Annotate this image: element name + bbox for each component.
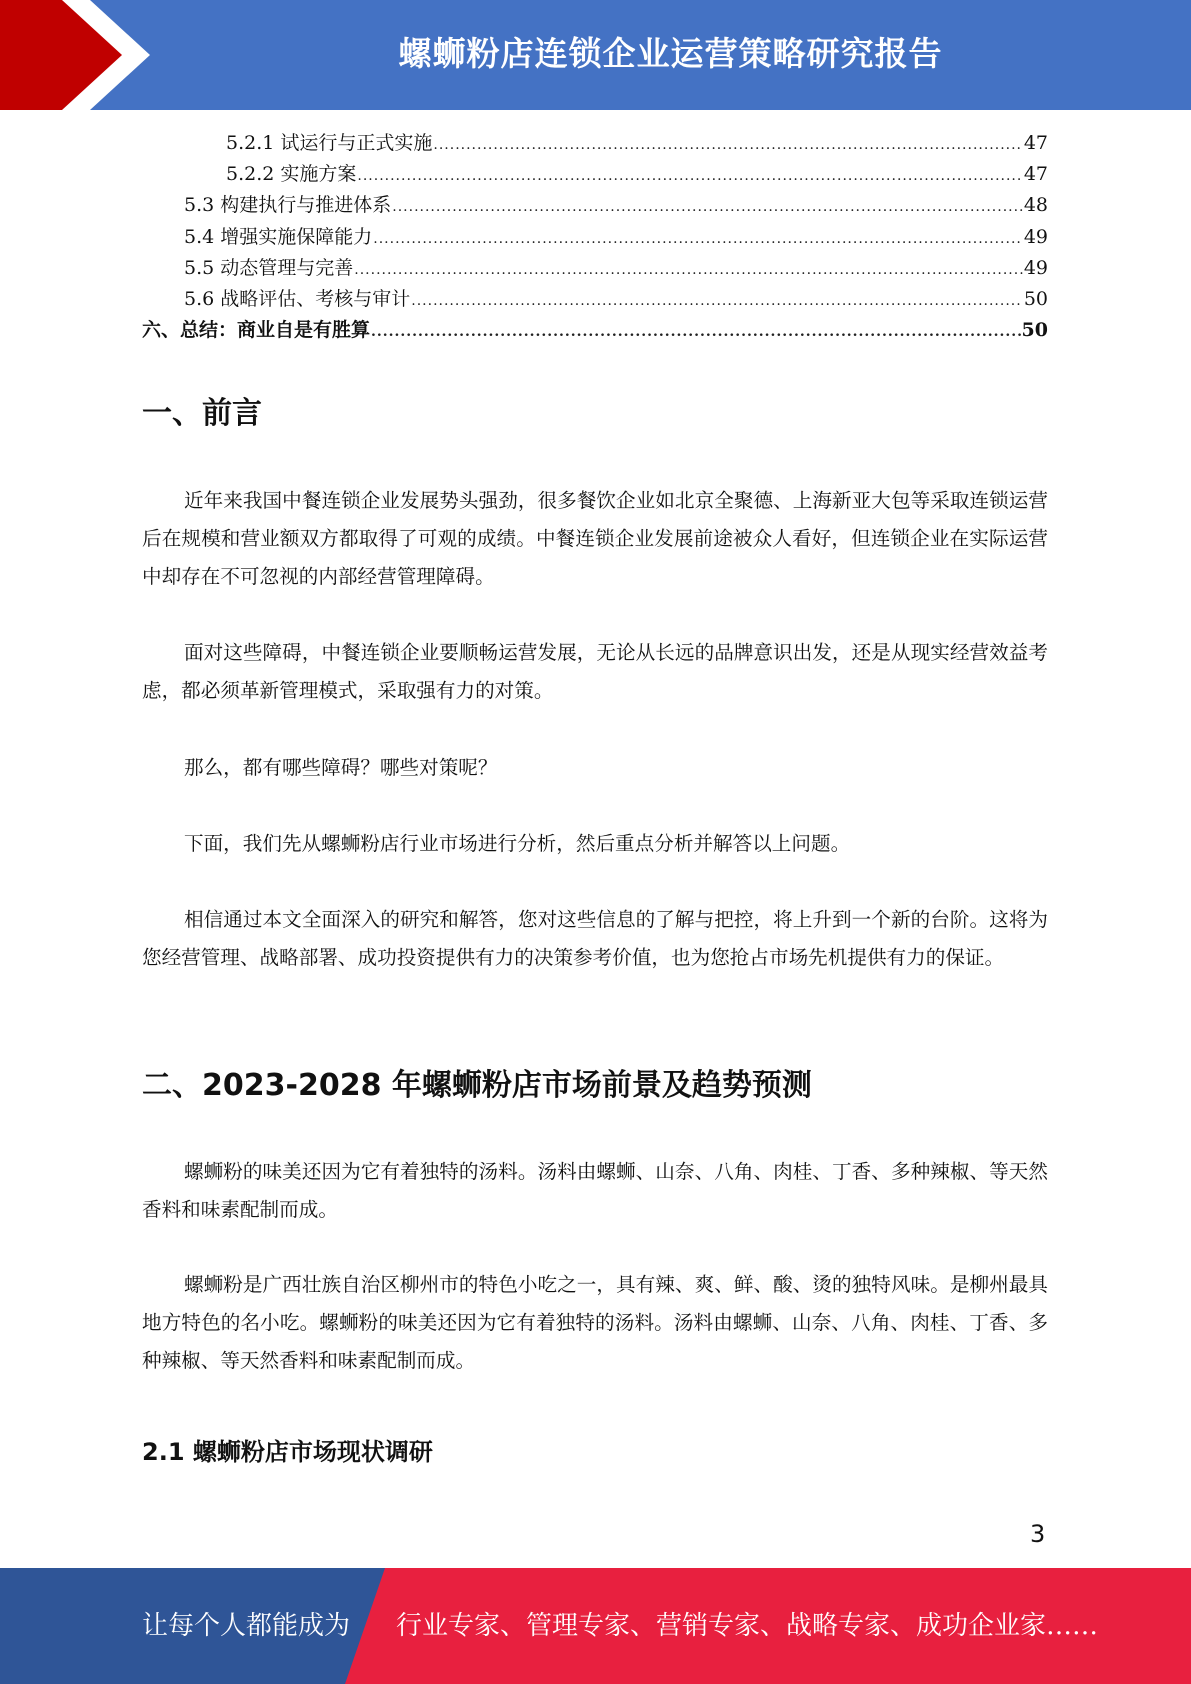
toc-entry[interactable] [142,128,1048,159]
toc-entry[interactable] [142,190,1048,221]
toc-entry[interactable] [142,253,1048,284]
toc-leader-dots [433,130,1022,161]
toc-entry-label: 5.4 增强实施保障能力 [184,225,373,248]
toc-entry-page: 49 [1023,256,1048,279]
toc-leader-dots [392,192,1023,223]
toc-entry[interactable] [142,222,1048,253]
page-number: 3 [1030,1520,1046,1548]
toc-entry-label: 5.6 战略评估、考核与审计 [184,287,411,310]
toc-entry-page: 49 [1023,225,1048,248]
body-paragraph: 螺蛳粉是广西壮族自治区柳州市的特色小吃之一，具有辣、爽、鲜、酸、烫的独特风味。是柳州最具地方特色的名小吃。螺蛳粉的味美还因为它有着独特的汤料。汤料由螺蛳、山奈、八角、肉桂、丁香、多种辣椒、等天然香料和味素配制而成。 [142,1273,1048,1372]
table-of-contents [142,128,1048,346]
report-title: 螺蛳粉店连锁企业运营策略研究报告 [398,34,943,73]
toc-leader-dots [371,317,1021,348]
body-paragraph: 近年来我国中餐连锁企业发展势头强劲，很多餐饮企业如北京全聚德、上海新亚大包等采取连锁运营后在规模和营业额双方都取得了可观的成绩。中餐连锁企业发展前途被众人看好，但连锁企业在实际运营中却存在不可忽视的内部经营管理障碍。 [142,489,1048,588]
section-heading: 一、前言 [142,396,262,431]
toc-entry-page: 48 [1023,194,1048,217]
body-paragraph: 相信通过本文全面深入的研究和解答，您对这些信息的了解与把控，将上升到一个新的台阶。这将为您经营管理、战略部署、成功投资提供有力的决策参考价值，也为您抢占市场先机提供有力的保证。 [142,908,1048,969]
toc-leader-dots [373,224,1023,255]
toc-entry[interactable] [142,315,1048,346]
page-footer [0,1568,1191,1684]
footer-slogan-lead: 让每个人都能成为 [142,1611,351,1641]
body-paragraph: 面对这些障碍，中餐连锁企业要顺畅运营发展，无论从长远的品牌意识出发，还是从现实经营效益考虑，都必须革新管理模式，采取强有力的对策。 [142,641,1048,702]
toc-entry-label: 5.5 动态管理与完善 [184,256,354,279]
body-paragraph: 螺蛳粉的味美还因为它有着独特的汤料。汤料由螺蛳、山奈、八角、肉桂、丁香、多种辣椒、等天然香料和味素配制而成。 [142,1160,1048,1221]
toc-leader-dots [357,161,1022,192]
toc-leader-dots [354,255,1023,286]
toc-entry-page: 50 [1021,319,1048,342]
toc-entry[interactable] [142,159,1048,190]
toc-entry-label: 5.3 构建执行与推进体系 [184,194,392,217]
page-header [0,0,1191,110]
toc-entry-page: 47 [1023,132,1048,154]
toc-entry-page: 47 [1023,163,1048,186]
footer-slogan-roles: 行业专家、管理专家、营销专家、战略专家、成功企业家…… [396,1611,1099,1641]
toc-entry-label: 六、总结：商业自是有胜算 [142,319,371,342]
toc-entry-page: 50 [1023,287,1048,310]
toc-leader-dots [411,286,1023,317]
toc-entry-label: 5.2.1 试运行与正式实施 [226,132,433,154]
section-heading: 二、2023-2028 年螺蛳粉店市场前景及趋势预测 [142,1068,812,1103]
toc-entry[interactable] [142,284,1048,315]
toc-entry-label: 5.2.2 实施方案 [226,163,357,186]
subsection-heading: 2.1 螺蛳粉店市场现状调研 [142,1438,433,1466]
body-paragraph: 那么，都有哪些障碍？哪些对策呢？ [184,756,498,779]
body-paragraph: 下面，我们先从螺蛳粉店行业市场进行分析，然后重点分析并解答以上问题。 [184,832,851,855]
